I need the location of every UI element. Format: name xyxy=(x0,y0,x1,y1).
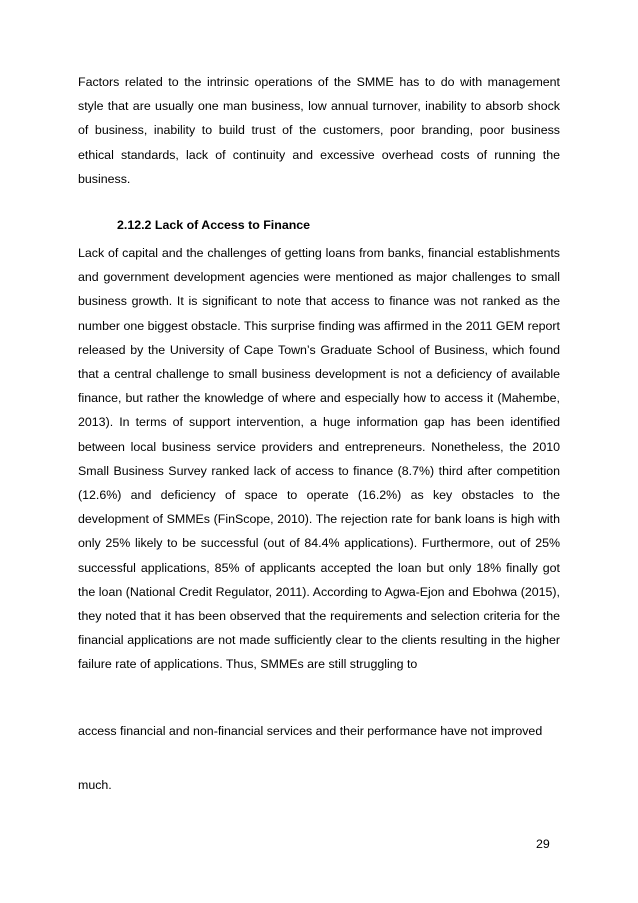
continuation-paragraph: access financial and non-financial services and their performance have not improved xyxy=(78,724,543,738)
intro-paragraph: Factors related to the intrinsic operations of the SMME has to do with management style that are usually one man business, low annual turnover, inability to absorb shock of business, inability to build trust of the customers, poor branding, poor business ethical standards, lack of continuity and excessive overhead costs of running the business. xyxy=(78,75,560,186)
page-number: 29 xyxy=(536,837,550,851)
finance-paragraph: Lack of capital and the challenges of getting loans from banks, financial establishments and government development agencies were mentioned as major challenges to small business growth. It is significant to note that access to finance was not ranked as the number one biggest obstacle. This surprise finding was affirmed in the 2011 GEM report released by the University of Cape Town’s Graduate School of Business, which found that a central challenge to small business development is not a deficiency of available finance, but rather the knowledge of where and especially how to access it (Mahembe, 2013). In terms of support intervention, a huge information gap has been identified between local business service providers and entrepreneurs. Nonetheless, the 2010 Small Business Survey ranked lack of access to finance (8.7%) third after competition (12.6%) and deficiency of space to operate (16.2%) as key obstacles to the development of SMMEs (FinScope, 2010). The rejection rate for bank loans is high with only 25% likely to be successful (out of 84.4% applications). Furthermore, out of 25% successful applications, 85% of applicants accepted the loan but only 18% finally got the loan (National Credit Regulator, 2011). According to Agwa-Ejon and Ebohwa (2015), they noted that it has been observed that the requirements and selection criteria for the financial applications are not made sufficiently clear to the clients resulting in the higher failure rate of applications. Thus, SMMEs are still struggling to xyxy=(78,246,560,672)
section-heading: 2.12.2 Lack of Access to Finance xyxy=(117,218,311,232)
closing-paragraph: much. xyxy=(78,778,112,792)
